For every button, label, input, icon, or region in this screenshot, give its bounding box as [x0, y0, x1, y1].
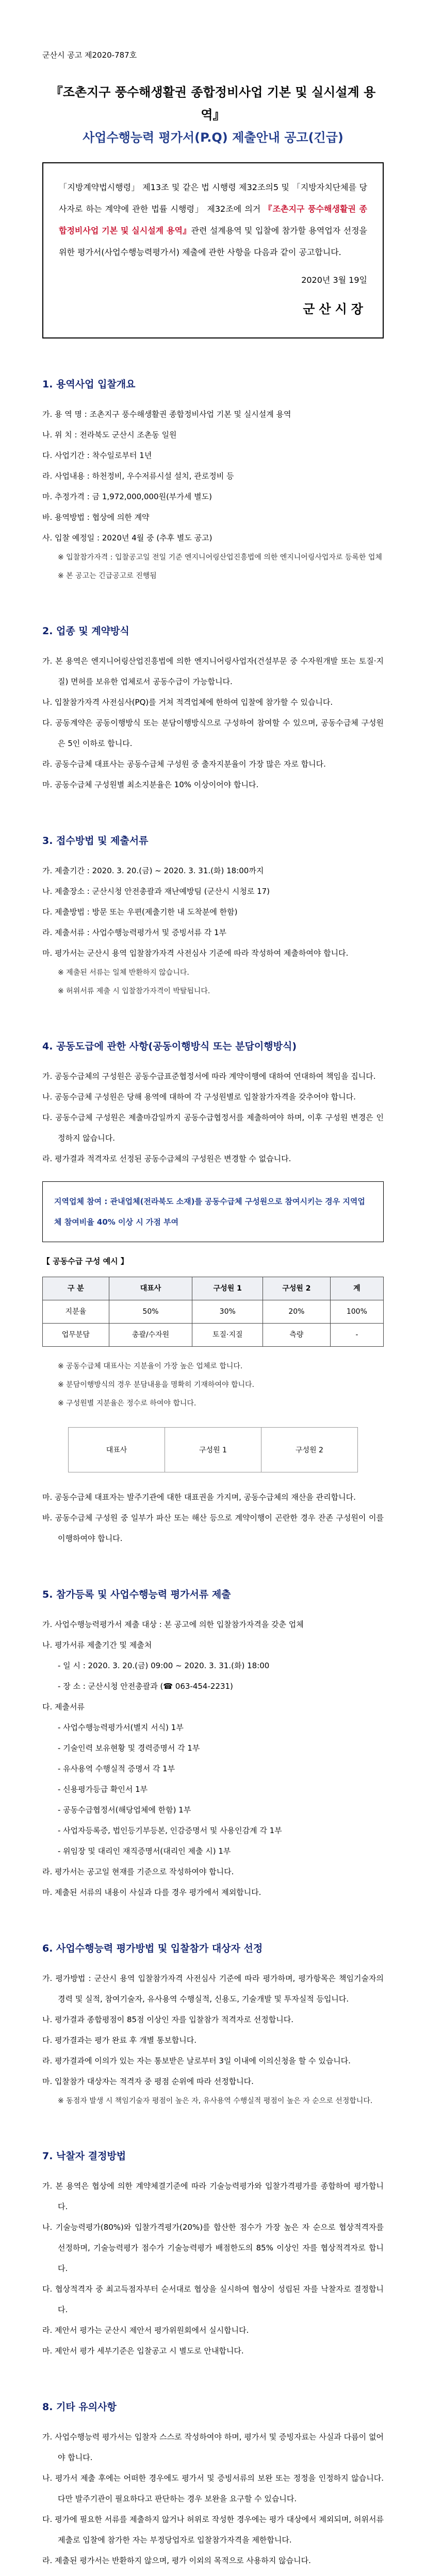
table-cell: 지분율	[43, 1300, 109, 1324]
list-item: 가. 본 용역은 엔지니어링산업진흥법에 의한 엔지니어링사업자(건설부문 중 수자원개발 또는 토질·지질) 면허를 보유한 업체로서 공동수급이 가능합니다.	[42, 656, 384, 686]
list-item: - 기술인력 보유현황 및 경력증명서 각 1부	[58, 1743, 200, 1753]
list-item: 마. 제출된 서류의 내용이 사실과 다를 경우 평가에서 제외합니다.	[42, 1888, 261, 1897]
list-item: 나. 평가서 제출 후에는 어떠한 경우에도 평가서 및 증빙서류의 보완 또는 정정을 인정하지 않습니다. 다만 발주기관이 필요하다고 판단하는 경우 보완을 요구할 수 있습니다.	[42, 2473, 384, 2503]
table-cell: 업무분담	[43, 1324, 109, 1347]
section-7-heading: 7. 낙찰자 결정방법	[42, 2150, 126, 2162]
note: ※ 구성원별 지분율은 정수로 하여야 합니다.	[58, 1399, 196, 1408]
list-item: 바. 용역방법 : 협상에 의한 계약	[42, 513, 150, 522]
table-cell: 20%	[263, 1300, 331, 1324]
table-header-row	[43, 1277, 384, 1300]
table-row	[43, 1324, 384, 1347]
list-item: 라. 평가결과에 이의가 있는 자는 통보받은 날로부터 3일 이내에 이의신청을 할 수 있습니다.	[42, 2056, 351, 2065]
list-item: 다. 제출방법 : 방문 또는 우편(제출기한 내 도착분에 한함)	[42, 907, 238, 917]
list-item: 라. 제출서류 : 사업수행능력평가서 및 증빙서류 각 1부	[42, 928, 227, 937]
section-7-list	[42, 2176, 384, 2361]
intro-box	[42, 162, 384, 338]
list-item: 다. 공동계약은 공동이행방식 또는 분담이행방식으로 구성하여 참여할 수 있으며, 공동수급체 구성원은 5인 이하로 합니다.	[42, 718, 384, 748]
list-item: 가. 용 역 명 : 조촌지구 풍수해생활권 종합정비사업 기본 및 실시설계 용역	[42, 410, 291, 419]
list-item: 가. 본 용역은 협상에 의한 계약체결기준에 따라 기술능력평가와 입찰가격평가를 종합하여 평가합니다.	[42, 2181, 384, 2211]
list-item: 나. 제출장소 : 군산시청 안전총괄과 재난예방팀 (군산시 시청로 17)	[42, 887, 270, 896]
intro-text-a: 「지방계약법시행령」 제13조 및 같은 법 시행령 제32조의5 및 「지방자치단체를 당사자로 하는 계약에 관한 법률 시행령」 제32조에 의거	[59, 182, 367, 214]
list-item: 가. 평가방법 : 군산시 용역 입찰참가자격 사전심사 기준에 따라 평가하며, 평가항목은 책임기술자의 경력 및 실적, 참여기술자, 유사용역 수행실적, 신용도, 기술개발 및 투자실적 등입니다.	[42, 1974, 384, 2004]
list-item: 바. 공동수급체 구성원 중 일부가 파산 또는 해산 등으로 계약이행이 곤란한 경우 잔존 구성원이 이를 이행하여야 합니다.	[42, 1513, 384, 1543]
list-item: 라. 사업내용 : 하천정비, 우수저류시설 설치, 관로정비 등	[42, 471, 234, 481]
table-cell: 측량	[263, 1324, 331, 1347]
note: ※ 본 공고는 긴급공고로 진행됨	[58, 572, 157, 580]
table-header: 구성원 1	[192, 1277, 263, 1300]
section-3-heading: 3. 접수방법 및 제출서류	[42, 835, 149, 846]
list-item	[42, 2571, 384, 2576]
section-4-list	[42, 1066, 384, 1549]
title-line-1: 『조촌지구 풍수해생활권 종합정비사업 기본 및 실시설계 용역』	[50, 85, 376, 122]
consortium-table	[42, 1277, 384, 1347]
table-cell: 50%	[109, 1300, 192, 1324]
table-header: 구 분	[43, 1277, 109, 1300]
list-item: 사. 입찰 예정일 : 2020년 4월 중 (추후 별도 공고)	[42, 533, 212, 543]
list-item: - 사업수행능력평가서(별지 서식) 1부	[58, 1723, 184, 1732]
note: ※ 제출된 서류는 일체 반환하지 않습니다.	[58, 969, 189, 977]
intro-text-b: 관련 설계용역 및 입찰에 참가할 용역업자 선정을 위한 평가서(사업수행능력평가서) 제출에 관한 사항을 다음과 같이 공고합니다.	[59, 226, 367, 257]
list-item: - 신용평가등급 확인서 1부	[58, 1785, 148, 1794]
table-caption: 【 공동수급 구성 예시 】	[42, 1257, 128, 1266]
list-item: 마. 입찰참가 대상자는 적격자 중 평점 순위에 따라 선정합니다.	[42, 2077, 254, 2086]
table-cell: 총괄/수자원	[109, 1324, 192, 1347]
list-item: 다. 제출서류	[42, 1702, 85, 1711]
note: ※ 분담이행방식의 경우 분담내용을 명확히 기재하여야 합니다.	[58, 1381, 254, 1389]
list-item: 나. 기술능력평가(80%)와 입찰가격평가(20%)를 합산한 점수가 가장 높은 자 순으로 협상적격자를 선정하며, 기술능력평가 점수가 기술능력평가 배점한도의 85% 이상인 자를 협상적격자로 합니다.	[42, 2223, 384, 2273]
list-item: 나. 평가결과 종합평점이 85점 이상인 자를 입찰참가 적격자로 선정합니다.	[42, 2015, 293, 2024]
list-item: - 일 시 : 2020. 3. 20.(금) 09:00 ~ 2020. 3. 31.(화) 18:00	[58, 1661, 270, 1670]
table-cell: 토질·지질	[192, 1324, 263, 1347]
diagram-cell: 대표사	[69, 1428, 165, 1472]
list-item: 가. 사업수행능력평가서 제출 대상 : 본 공고에 의한 입찰참가자격을 갖춘 업체	[42, 1620, 304, 1629]
note: ※ 허위서류 제출 시 입찰참가자격이 박탈됩니다.	[58, 987, 210, 995]
table-header: 대표사	[109, 1277, 192, 1300]
list-item: - 위임장 및 대리인 재직증명서(대리인 제출 시) 1부	[58, 1846, 231, 1856]
list-item: 나. 입찰참가자격 사전심사(PQ)를 거쳐 적격업체에 한하여 입찰에 참가할 수 있습니다.	[42, 698, 333, 707]
table-cell: 30%	[192, 1300, 263, 1324]
list-item: 마. 추정가격 : 금 1,972,000,000원(부가세 별도)	[42, 492, 212, 501]
list-item: 다. 공동수급체 구성원은 제출마감일까지 공동수급협정서를 제출하여야 하며, 이후 구성원 변경은 인정하지 않습니다.	[42, 1113, 384, 1143]
diagram-cell: 구성원 2	[296, 1446, 323, 1454]
page-title	[42, 81, 384, 149]
note: ※ 동점자 발생 시 책임기술자 평점이 높은 자, 유사용역 수행실적 평점이 높은 자 순으로 선정합니다.	[58, 2097, 373, 2105]
list-item: 가. 제출기간 : 2020. 3. 20.(금) ~ 2020. 3. 31.(화) 18:00까지	[42, 866, 264, 875]
table-header: 계	[330, 1277, 383, 1300]
list-item: - 공동수급협정서(해당업체에 한함) 1부	[58, 1805, 191, 1815]
consortium-diagram	[68, 1427, 358, 1472]
section-6-list	[42, 1968, 384, 2110]
section-5-heading: 5. 참가등록 및 사업수행능력 평가서류 제출	[42, 1589, 231, 1600]
list-item: 다. 평가결과는 평가 완료 후 개별 통보합니다.	[42, 2036, 196, 2045]
intro-project-name: 『조촌지구 풍수해생활권 종합정비사업 기본 및 실시설계 용역』	[59, 204, 367, 235]
diagram-cell: 구성원 1	[165, 1428, 261, 1472]
section-5-list	[42, 1614, 384, 1903]
list-item: - 사업자등록증, 법인등기부등본, 인감증명서 및 사용인감계 각 1부	[58, 1826, 282, 1835]
issuer: 군산시장	[303, 302, 367, 316]
regional-participation-box	[42, 1181, 384, 1242]
list-item: 라. 제출된 평가서는 반환하지 않으며, 평가 이외의 목적으로 사용하지 않습니다.	[42, 2556, 311, 2565]
regional-participation-text: 지역업체 참여 : 관내업체(전라북도 소재)를 공동수급체 구성원으로 참여시키는 경우 지역업체 참여비율 40% 이상 시 가점 부여	[54, 1197, 365, 1227]
notice-date: 2020년 3월 19일	[301, 275, 367, 285]
list-item: 마. 공동수급체 대표자는 발주기관에 대한 대표권을 가지며, 공동수급체의 재산을 관리합니다.	[42, 1493, 356, 1502]
list-item: 나. 위 치 : 전라북도 군산시 조촌동 일원	[42, 430, 177, 439]
list-item: 마. 평가서는 군산시 용역 입찰참가자격 사전심사 기준에 따라 작성하여 제출하여야 합니다.	[42, 948, 349, 958]
section-2-heading: 2. 업종 및 계약방식	[42, 625, 129, 637]
list-item: 라. 평가서는 공고일 현재를 기준으로 작성하여야 합니다.	[42, 1867, 234, 1876]
list-item: 마. 제안서 평가 세부기준은 입찰공고 시 별도로 안내합니다.	[42, 2346, 244, 2355]
list-item: 다. 사업기간 : 착수일로부터 1년	[42, 451, 152, 460]
list-item: - 유사용역 수행실적 증명서 각 1부	[58, 1764, 175, 1773]
table-cell: -	[330, 1324, 383, 1347]
section-8-heading: 8. 기타 유의사항	[42, 2401, 117, 2413]
table-cell: 100%	[330, 1300, 383, 1324]
section-6-heading: 6. 사업수행능력 평가방법 및 입찰참가 대상자 선정	[42, 1943, 263, 1954]
table-header: 구성원 2	[263, 1277, 331, 1300]
intro-text	[59, 177, 367, 263]
section-1-list	[42, 404, 384, 585]
list-item: 다. 평가에 필요한 서류를 제출하지 않거나 허위로 작성한 경우에는 평가 대상에서 제외되며, 허위서류 제출로 입찰에 참가한 자는 부정당업자로 입찰참가자격을 제한합니다.	[42, 2515, 384, 2545]
title-line-2: 사업수행능력 평가서(P.Q) 제출안내 공고(긴급)	[83, 130, 343, 145]
list-item: 나. 공동수급체 구성원은 당해 용역에 대하여 각 구성원별로 입찰참가자격을 갖추어야 합니다.	[42, 1092, 356, 1101]
list-item: 나. 평가서류 제출기간 및 제출처	[42, 1640, 152, 1650]
section-3-list	[42, 860, 384, 1001]
list-item: 라. 제안서 평가는 군산시 제안서 평가위원회에서 실시합니다.	[42, 2326, 249, 2335]
section-2-list	[42, 651, 384, 795]
list-item: 가. 사업수행능력 평가서는 입찰자 스스로 작성하여야 하며, 평가서 및 증빙자료는 사실과 다름이 없어야 합니다.	[42, 2432, 384, 2462]
section-8-list	[42, 2427, 384, 2576]
section-4-heading: 4. 공동도급에 관한 사항(공동이행방식 또는 분담이행방식)	[42, 1041, 297, 1052]
list-item: 다. 협상적격자 중 최고득점자부터 순서대로 협상을 실시하여 협상이 성립된 자를 낙찰자로 결정합니다.	[42, 2284, 384, 2314]
section-1-heading: 1. 용역사업 입찰개요	[42, 379, 136, 390]
list-item: 라. 평가결과 적격자로 선정된 공동수급체의 구성원은 변경할 수 없습니다.	[42, 1154, 291, 1163]
list-item: 마. 공동수급체 구성원별 최소지분율은 10% 이상이어야 합니다.	[42, 780, 259, 789]
table-row	[43, 1300, 384, 1324]
note: ※ 공동수급체 대표사는 지분율이 가장 높은 업체로 합니다.	[58, 1362, 243, 1370]
list-item: 라. 공동수급체 대표사는 공동수급체 구성원 중 출자지분율이 가장 많은 자로 합니다.	[42, 759, 326, 769]
notice-number: 군산시 공고 제2020-787호	[42, 50, 137, 60]
list-item: - 장 소 : 군산시청 안전총괄과 (☎ 063-454-2231)	[58, 1682, 233, 1691]
note: ※ 입찰참가자격 : 입찰공고일 전일 기준 엔지니어링산업진흥법에 의한 엔지니어링사업자로 등록한 업체	[58, 553, 382, 562]
list-item: 가. 공동수급체의 구성원은 공동수급표준협정서에 따라 계약이행에 대하여 연대하여 책임을 집니다.	[42, 1072, 376, 1081]
